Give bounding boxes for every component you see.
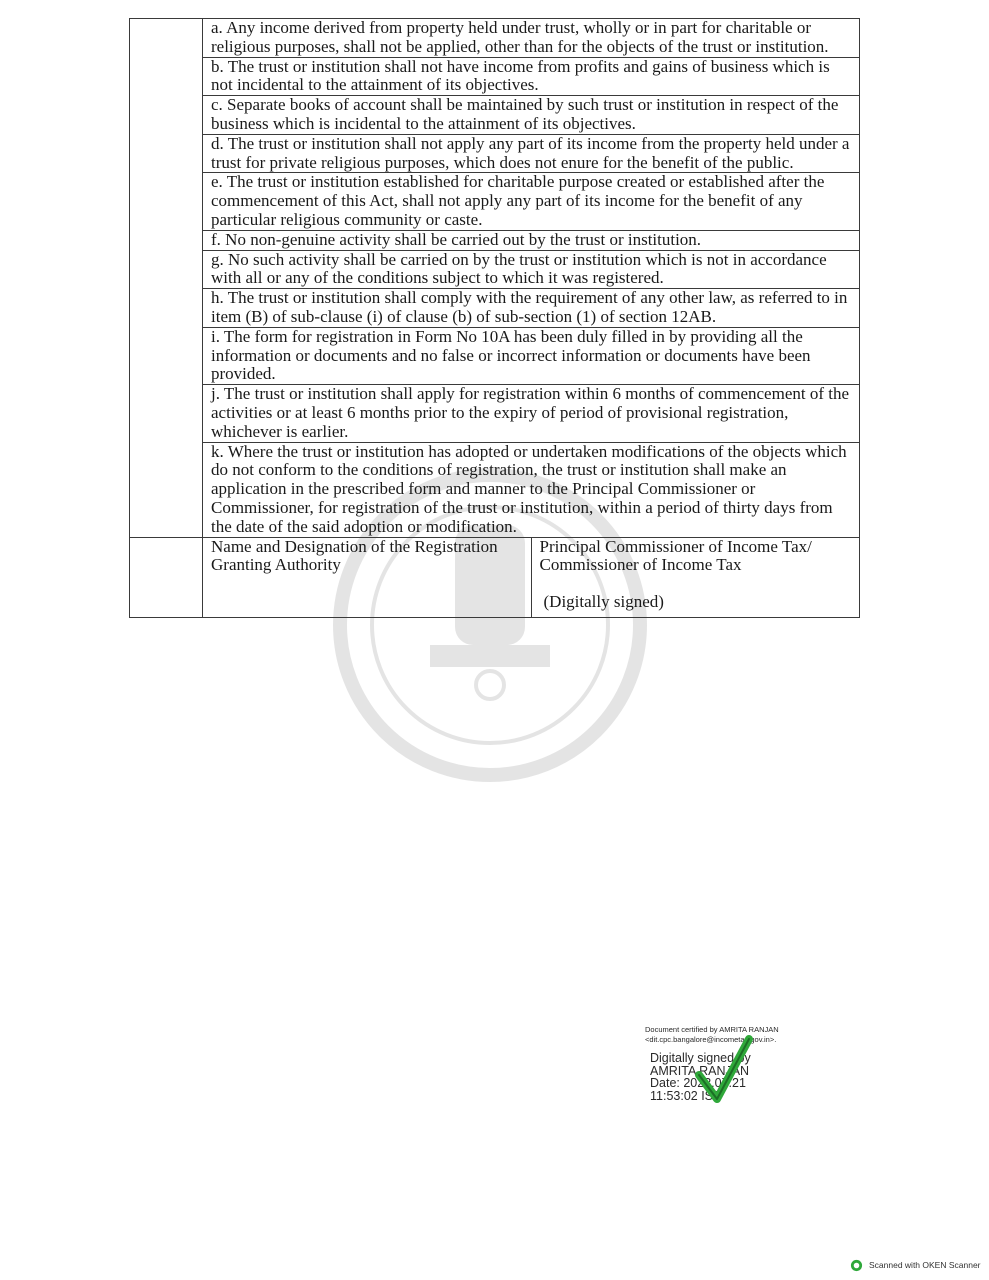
table-row bbox=[130, 442, 860, 537]
table-row bbox=[130, 134, 860, 173]
table-row bbox=[130, 289, 860, 328]
serial-column bbox=[130, 19, 203, 538]
scanner-label: Scanned with OKEN Scanner bbox=[869, 1259, 981, 1270]
certified-email-text: <dit.cpc.bangalore@incometax.gov.in>. bbox=[645, 1034, 777, 1044]
table-row bbox=[130, 327, 860, 384]
authority-label: Name and Designation of the Registration Granting Authority bbox=[203, 537, 532, 617]
signature-time: 11:53:02 IST bbox=[650, 1088, 721, 1103]
table-row bbox=[130, 57, 860, 96]
certified-by-text: Document certified by AMRITA RANJAN bbox=[645, 1025, 779, 1034]
condition-e: e. The trust or institution established for charitable purpose created or established after the commencement of this Act, shall not apply any part of its income for the benefit of any particular religious community or caste. bbox=[203, 173, 860, 230]
signature-valid-check-icon bbox=[693, 1033, 755, 1107]
condition-c: c. Separate books of account shall be maintained by such trust or institution in respect of the business which is incidental to the attainment of its objectives. bbox=[203, 96, 860, 135]
conditions-table bbox=[129, 18, 860, 618]
authority-row bbox=[130, 537, 860, 617]
digital-signature-block bbox=[645, 1025, 845, 1102]
condition-f: f. No non-genuine activity shall be carried out by the trust or institution. bbox=[203, 230, 860, 250]
condition-i: i. The form for registration in Form No 10A has been duly filled in by providing all the information or documents and no false or incorrect information or documents have been provided. bbox=[203, 327, 860, 384]
digitally-signed-note: (Digitally signed) bbox=[543, 592, 664, 612]
condition-b: b. The trust or institution shall not have income from profits and gains of business which is not incidental to the attainment of its objectives. bbox=[203, 57, 860, 96]
table-row bbox=[130, 385, 860, 442]
table-row bbox=[130, 173, 860, 230]
condition-h: h. The trust or institution shall comply with the requirement of any other law, as referred to in item (B) of sub-clause (i) of clause (b) of sub-section (1) of section 12AB. bbox=[203, 289, 860, 328]
condition-d: d. The trust or institution shall not apply any part of its income from the property held under a trust for private religious purposes, which does not enure for the benefit of the public. bbox=[203, 134, 860, 173]
table-row bbox=[130, 250, 860, 289]
table-row bbox=[130, 19, 860, 58]
serial-cell bbox=[130, 537, 203, 617]
condition-a: a. Any income derived from property held under trust, wholly or in part for charitable or religious purposes, shall not be applied, other than for the objects of the trust or institution. bbox=[203, 19, 860, 58]
signed-by-text: Digitally signed by bbox=[650, 1051, 751, 1065]
signer-name: AMRITA RANJAN bbox=[650, 1063, 750, 1078]
authority-value: Principal Commissioner of Income Tax/ Commissioner of Income Tax bbox=[539, 536, 812, 575]
scanner-logo-icon bbox=[850, 1259, 863, 1272]
table-row bbox=[130, 96, 860, 135]
authority-value-cell bbox=[531, 537, 860, 617]
condition-k: k. Where the trust or institution has adopted or undertaken modifications of the objects which do not conform to the conditions of registration, the trust or institution shall make an application in the prescribed form and manner to the Principal Commissioner or Commissioner, for registration of the trust or institution, within a period of thirty days from the date of the said adoption or modification. bbox=[203, 442, 860, 537]
signature-date: Date: 2023.07.21 bbox=[650, 1076, 746, 1090]
condition-g: g. No such activity shall be carried on by the trust or institution which is not in accordance with all or any of the conditions subject to which it was registered. bbox=[203, 250, 860, 289]
condition-j: j. The trust or institution shall apply for registration within 6 months of commencement of the activities or at least 6 months prior to the expiry of period of provisional registration, whichever is earlier. bbox=[203, 385, 860, 442]
table-row bbox=[130, 230, 860, 250]
scanner-watermark bbox=[850, 1259, 981, 1272]
